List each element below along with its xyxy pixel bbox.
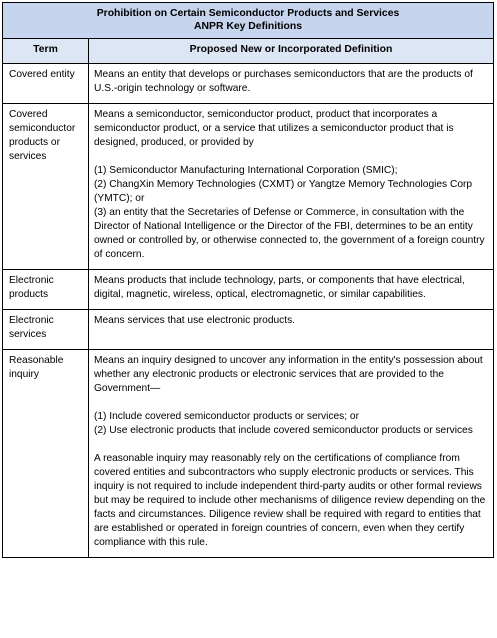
table-title-line-2: ANPR Key Definitions [194, 21, 302, 32]
definition-text: Means products that include technology, parts, or components that have electrical, digital, magnetic, wireless, optical, electromagnetic, or similar capabilities. [94, 275, 465, 300]
table-title-line-1: Prohibition on Certain Semiconductor Products and Services [96, 8, 400, 19]
definition-text: (1) Semiconductor Manufacturing International Corporation (SMIC); [94, 165, 398, 176]
table-title [3, 3, 494, 39]
header-row [3, 39, 494, 64]
column-header-term: Term [3, 39, 89, 64]
definition-text: Means a semiconductor, semiconductor product, product that incorporates a semiconductor product, or a service that utilizes a semiconductor product that is designed, produced, or provided by [94, 109, 454, 148]
definition-cell [89, 270, 494, 310]
definition-cell [89, 104, 494, 270]
definition-cell [89, 64, 494, 104]
definition-text: (2) Use electronic products that include covered semiconductor products or services [94, 425, 473, 436]
term-cell: Covered entity [3, 64, 89, 104]
title-row [3, 3, 494, 39]
definition-cell [89, 350, 494, 558]
paragraph-gap [94, 438, 489, 452]
definition-text: Means an entity that develops or purchases semiconductors that are the products of U.S.-origin technology or software. [94, 69, 473, 94]
definition-cell [89, 310, 494, 350]
paragraph-gap [94, 396, 489, 410]
definition-text: (3) an entity that the Secretaries of Defense or Commerce, in consultation with the Director of National Intelligence or the Director of the FBI, determines to be an entity owned or controlled by, or otherwise connected to, the government of a foreign country of concern. [94, 207, 485, 260]
table-row [3, 64, 494, 104]
term-cell: Electronic services [3, 310, 89, 350]
table-row [3, 350, 494, 558]
table-row [3, 310, 494, 350]
column-header-definition: Proposed New or Incorporated Definition [89, 39, 494, 64]
table-row [3, 270, 494, 310]
definition-text: Means services that use electronic products. [94, 315, 296, 326]
definition-text: (1) Include covered semiconductor products or services; or [94, 411, 359, 422]
definition-text: (2) ChangXin Memory Technologies (CXMT) or Yangtze Memory Technologies Corp (YMTC); or [94, 179, 473, 204]
paragraph-gap [94, 150, 489, 164]
term-cell: Covered semiconductor products or services [3, 104, 89, 270]
definition-text: A reasonable inquiry may reasonably rely on the certifications of compliance from covered entities and subcontractors who supply electronic products or services. This inquiry is not required to include independent third-party audits or other formal reviews but may be required to include other mechanisms of diligence review depending on the facts and circumstances. Diligence review shall be required with regard to entities that are established or operated in foreign countries of concern, even when they certify compliance with this rule. [94, 453, 486, 548]
term-cell: Electronic products [3, 270, 89, 310]
definition-text: Means an inquiry designed to uncover any information in the entity's possession about whether any electronic products or electronic services that are provided to the Government— [94, 355, 483, 394]
table-row [3, 104, 494, 270]
definitions-table [2, 2, 494, 558]
definitions-body [3, 64, 494, 558]
term-cell: Reasonable inquiry [3, 350, 89, 558]
